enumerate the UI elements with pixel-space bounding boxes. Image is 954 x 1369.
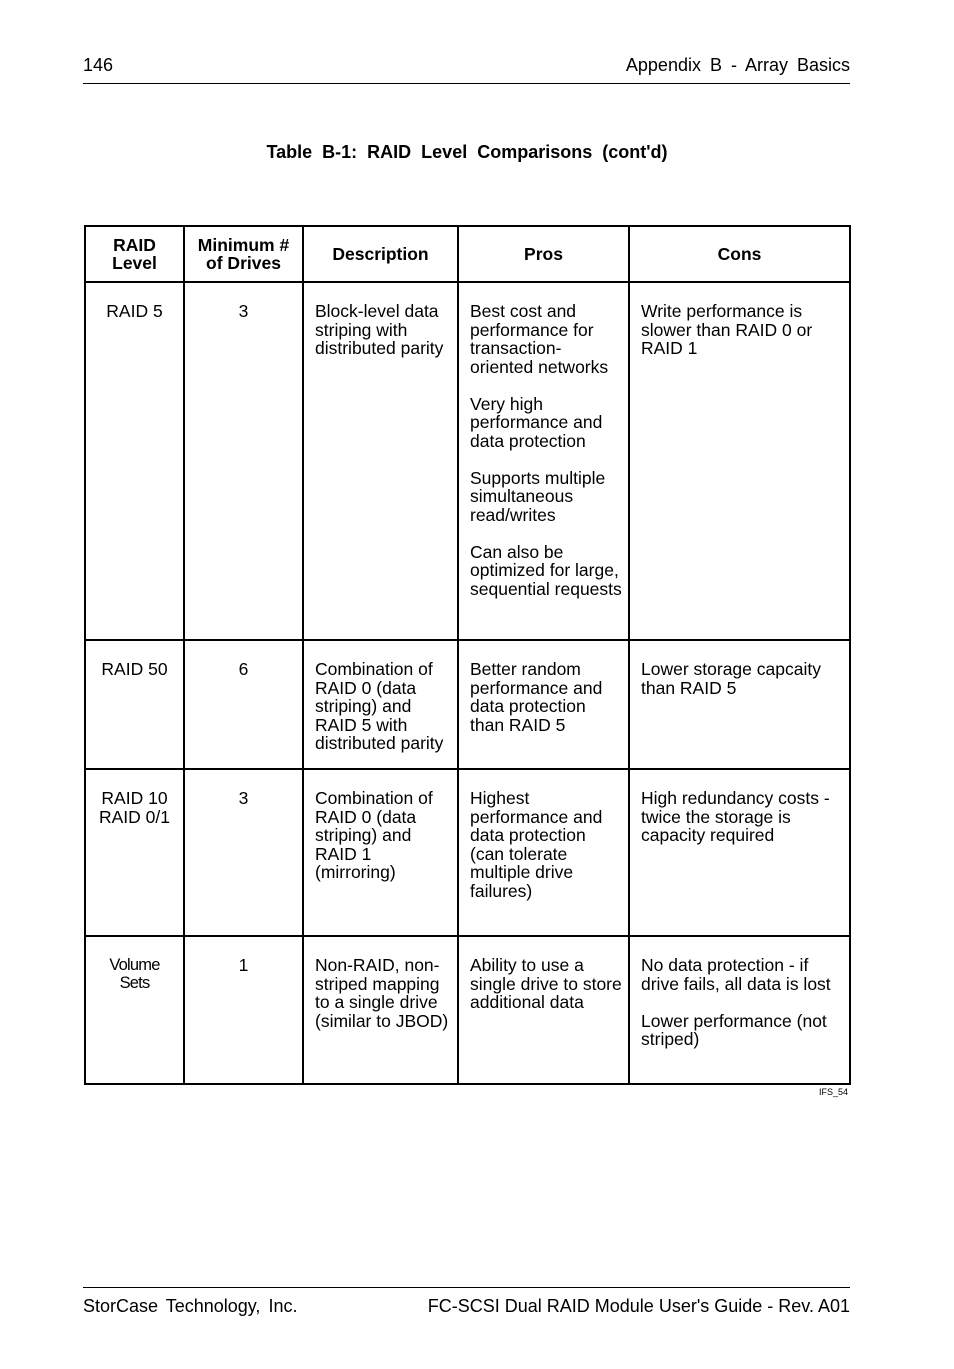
raid-comparison-table xyxy=(84,225,851,1085)
header-raid-level-line1: RAID xyxy=(113,234,156,255)
min-drives-cell: 6 xyxy=(184,640,303,769)
raid-level: RAID 5 xyxy=(106,301,163,321)
header-description: Description xyxy=(303,226,458,282)
table-title: Table B-1: RAID Level Comparisons (cont'd) xyxy=(266,142,668,162)
section-title: Appendix B - Array Basics xyxy=(625,55,850,75)
header-min-drives-line1: Minimum # xyxy=(197,234,290,255)
pros-item: Can also be optimized for large, sequential requests xyxy=(470,541,622,599)
table-row xyxy=(85,640,850,769)
description-cell: Combination of RAID 0 (data striping) and RAID 1 (mirroring) xyxy=(303,769,458,936)
raid-level: Volume xyxy=(109,956,160,974)
raid-level: RAID 50 xyxy=(101,659,168,679)
raid-level: RAID 10 xyxy=(101,788,168,808)
raid-level-cell xyxy=(85,936,184,1084)
description-cell: Non-RAID, non-striped mapping to a single drive (similar to JBOD) xyxy=(303,936,458,1084)
table-header-row xyxy=(85,226,850,282)
cons-item: High redundancy costs - twice the storage is capacity required xyxy=(641,788,830,845)
page-number: 146 xyxy=(83,55,114,75)
raid-level-cell xyxy=(85,282,184,640)
footer-guide-title: FC-SCSI Dual RAID Module User's Guide - Rev. A01 xyxy=(427,1296,850,1316)
pros-item: Ability to use a single drive to store additional data xyxy=(470,955,622,1012)
pros-item: Very high performance and data protection xyxy=(470,393,603,451)
header-cons: Cons xyxy=(629,226,850,282)
pros-item: Highest performance and data protection (can tolerate multiple drive failures) xyxy=(470,788,603,901)
pros-item: Better random performance and data protection than RAID 5 xyxy=(470,659,603,735)
cons-item: No data protection - if drive fails, all data is lost xyxy=(641,955,831,994)
figure-id: IFS_54 xyxy=(818,1087,848,1097)
min-drives-cell: 3 xyxy=(184,282,303,640)
pros-cell xyxy=(458,936,629,1084)
table-row xyxy=(85,769,850,936)
min-drives-cell: 3 xyxy=(184,769,303,936)
pros-item: Best cost and performance for transaction-oriented networks xyxy=(470,301,609,377)
cons-item: Lower storage capcaity than RAID 5 xyxy=(641,659,821,698)
table-row xyxy=(85,282,850,640)
header-raid-level xyxy=(85,226,184,282)
cons-item: Lower performance (not striped) xyxy=(641,1010,827,1049)
cons-cell xyxy=(629,769,850,936)
raid-level-cell xyxy=(85,640,184,769)
table-row xyxy=(85,936,850,1084)
page-footer xyxy=(83,1287,850,1316)
cons-cell xyxy=(629,936,850,1084)
cons-cell xyxy=(629,282,850,640)
header-pros: Pros xyxy=(458,226,629,282)
cons-cell xyxy=(629,640,850,769)
pros-cell xyxy=(458,769,629,936)
pros-cell xyxy=(458,640,629,769)
pros-item: Supports multiple simultaneous read/writes xyxy=(470,467,606,525)
min-drives-cell: 1 xyxy=(184,936,303,1084)
footer-company: StorCase Technology, Inc. xyxy=(83,1296,298,1316)
raid-level-cell xyxy=(85,769,184,936)
raid-level-alt: RAID 0/1 xyxy=(99,806,170,827)
header-raid-level-line2: Level xyxy=(112,253,157,273)
page-header xyxy=(83,55,850,84)
description-cell: Block-level data striping with distributed parity xyxy=(303,282,458,640)
header-min-drives xyxy=(184,226,303,282)
description-cell: Combination of RAID 0 (data striping) and RAID 5 with distributed parity xyxy=(303,640,458,769)
header-min-drives-line2: of Drives xyxy=(206,253,281,273)
pros-cell xyxy=(458,282,629,640)
raid-level-line2: Sets xyxy=(119,974,150,992)
cons-item: Write performance is slower than RAID 0 or RAID 1 xyxy=(641,301,813,358)
